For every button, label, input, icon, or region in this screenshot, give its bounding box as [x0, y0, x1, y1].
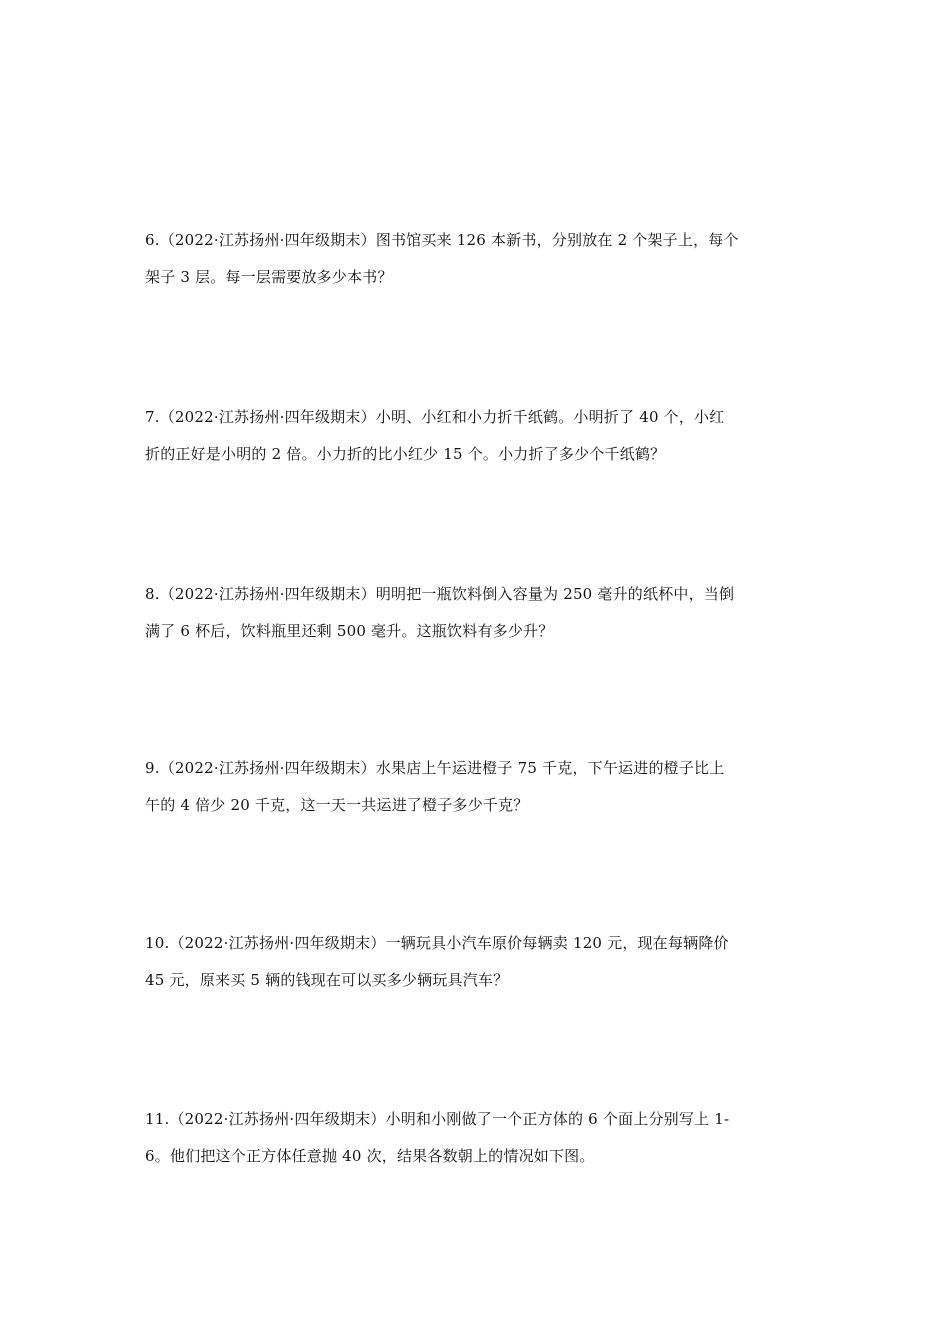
question-number: 6. — [145, 231, 160, 249]
question-9-line-1 — [145, 750, 815, 787]
question-6-line-1 — [145, 222, 815, 259]
question-6-line-2: 架子 3 层。每一层需要放多少本书？ — [145, 268, 393, 286]
question-8-line-1 — [145, 576, 815, 613]
question-text: （2022·江苏扬州·四年级期末）明明把一瓶饮料倒入容量为 250 毫升的纸杯中，当倒 — [159, 585, 735, 603]
question-7-line-2: 折的正好是小明的 2 倍。小力折的比小红少 15 个。小力折了多少个千纸鹤？ — [145, 445, 666, 463]
question-9 — [145, 750, 815, 824]
question-number: 10. — [145, 934, 170, 952]
question-number: 7. — [145, 408, 160, 426]
question-7 — [145, 399, 815, 473]
question-11 — [145, 1101, 815, 1175]
question-10-line-1 — [145, 925, 815, 962]
question-10 — [145, 925, 815, 999]
question-number: 8. — [145, 585, 160, 603]
question-11-line-1 — [145, 1101, 815, 1138]
question-text: （2022·江苏扬州·四年级期末）小明和小刚做了一个正方体的 6 个面上分别写上 1- — [169, 1110, 730, 1128]
question-8 — [145, 576, 815, 650]
question-10-line-2: 45 元，原来买 5 辆的钱现在可以买多少辆玩具汽车？ — [145, 971, 509, 989]
question-number: 11. — [145, 1110, 170, 1128]
question-9-line-2: 午的 4 倍少 20 千克，这一天一共运进了橙子多少千克？ — [145, 796, 529, 814]
question-7-line-1 — [145, 399, 815, 436]
question-8-line-2: 满了 6 杯后，饮料瓶里还剩 500 毫升。这瓶饮料有多少升？ — [145, 622, 554, 640]
question-text: （2022·江苏扬州·四年级期末）小明、小红和小力折千纸鹤。小明折了 40 个，小红 — [159, 408, 725, 426]
question-text: （2022·江苏扬州·四年级期末）水果店上午运进橙子 75 千克，下午运进的橙子比上 — [159, 759, 725, 777]
question-11-line-2: 6。他们把这个正方体任意抛 40 次，结果各数朝上的情况如下图。 — [145, 1147, 595, 1165]
question-text: （2022·江苏扬州·四年级期末）一辆玩具小汽车原价每辆卖 120 元，现在每辆降价 — [169, 934, 729, 952]
question-number: 9. — [145, 759, 160, 777]
question-6 — [145, 222, 815, 296]
question-text: （2022·江苏扬州·四年级期末）图书馆买来 126 本新书，分别放在 2 个架子上，每个 — [159, 231, 739, 249]
